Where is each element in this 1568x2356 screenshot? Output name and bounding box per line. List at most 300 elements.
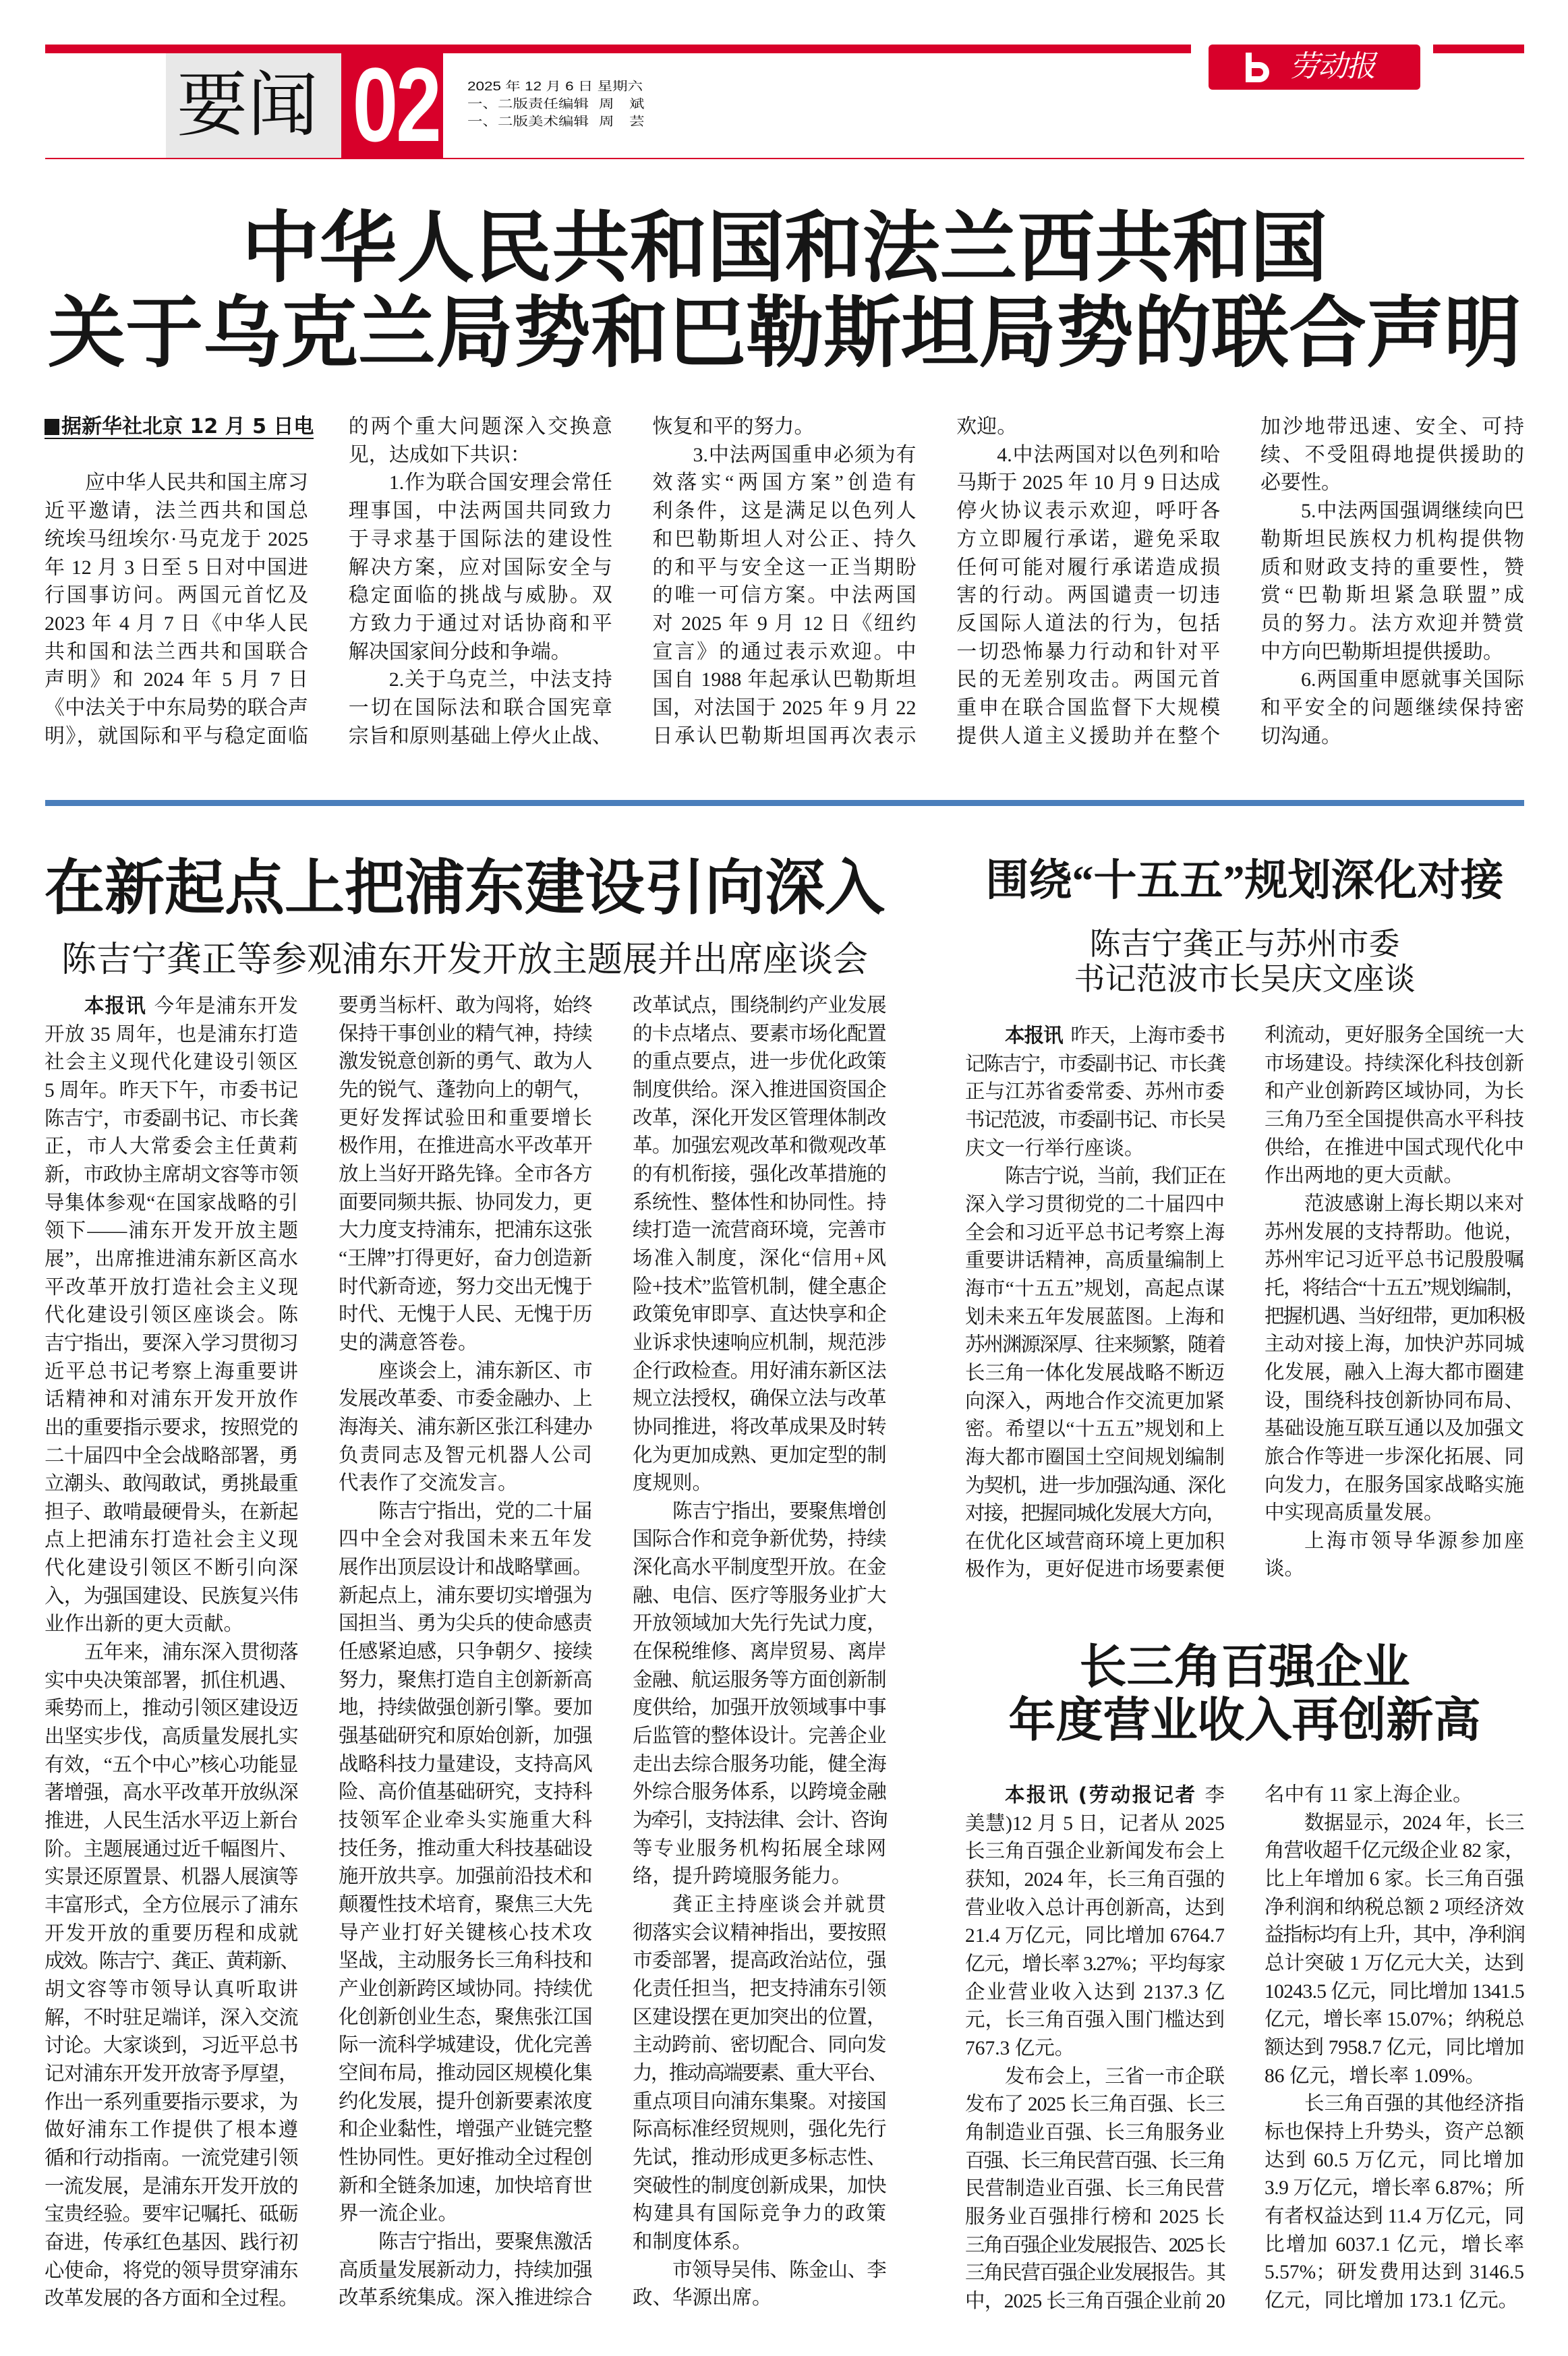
line-text: 做好浦东工作提供了根本遵 bbox=[45, 2119, 298, 2142]
text-line bbox=[45, 1021, 298, 1050]
line-text: 面要同频共振、协同发力，更 bbox=[339, 1191, 592, 1213]
text-line bbox=[45, 1667, 298, 1696]
line-text: 后监管的整体设计。完善企业 bbox=[633, 1725, 886, 1748]
text-line bbox=[633, 1751, 886, 1779]
text-line bbox=[339, 1301, 592, 1329]
paragraph bbox=[45, 992, 298, 1639]
title-line: 围绕“十五五”规划深化对接 bbox=[985, 857, 1504, 904]
text-line bbox=[653, 441, 917, 469]
line-text: 循和行动指南。一流党建引领 bbox=[45, 2147, 298, 2169]
paragraph bbox=[45, 469, 308, 750]
text-line bbox=[633, 2060, 886, 2088]
paragraph bbox=[1265, 1528, 1524, 1584]
text-line bbox=[633, 2088, 886, 2117]
text-line bbox=[339, 2004, 592, 2032]
text-line bbox=[633, 1358, 886, 1386]
text-line bbox=[45, 2061, 298, 2089]
text-line bbox=[633, 1526, 886, 1554]
line-text: 主动对接上海，加快沪苏同城 bbox=[1265, 1333, 1524, 1356]
line-text: 导产业打好关键核心技术攻 bbox=[339, 1922, 592, 1944]
text-line bbox=[45, 694, 308, 722]
line-text: 基础设施互联互通以及加强文 bbox=[1265, 1418, 1524, 1440]
text-line bbox=[633, 1076, 886, 1105]
text-line bbox=[653, 469, 917, 497]
text-line bbox=[45, 2005, 298, 2033]
text-line bbox=[1265, 1499, 1524, 1528]
text-line bbox=[339, 2116, 592, 2144]
text-line bbox=[45, 2117, 298, 2145]
paragraph bbox=[956, 441, 1220, 751]
line-text: 主动跨前、密切配合、同向发 bbox=[633, 2034, 886, 2057]
line-text: 角制造业百强、长三角服务业 bbox=[965, 2121, 1225, 2144]
line-text: 实中央决策部署，抓住机遇、 bbox=[45, 1669, 298, 1692]
line-text: 利条件，这是满足以色列人 bbox=[652, 500, 917, 523]
line-text: 深化高水平制度型开放。在金 bbox=[633, 1557, 886, 1579]
line-text: 等专业服务机构拓展全球网 bbox=[633, 1837, 886, 1860]
text-line bbox=[1265, 2119, 1524, 2147]
line-text: 亿元，同比增加 173.1 亿元。 bbox=[1265, 2289, 1519, 2311]
line-text: 和巴勒斯坦人对公正、持久 bbox=[652, 527, 917, 550]
line-text: 总计突破 1 万亿元大关，达到 bbox=[1265, 1952, 1524, 1974]
text-line bbox=[45, 1358, 298, 1387]
text-column bbox=[339, 992, 592, 2314]
line-text: 开放 35 周年，也是浦东打造 bbox=[45, 1023, 298, 1045]
text-line bbox=[1265, 1837, 1524, 1866]
line-text: 书记范波，市委副书记、市长吴 bbox=[965, 1109, 1225, 1131]
text-line bbox=[45, 1836, 298, 1864]
line-text: 勒斯坦民族权力机构提供物 bbox=[1260, 527, 1524, 550]
text-line bbox=[45, 1583, 298, 1611]
text-line bbox=[339, 1891, 592, 1920]
text-line bbox=[633, 1835, 886, 1864]
text-line bbox=[1260, 722, 1524, 751]
text-line bbox=[653, 722, 917, 751]
text-line bbox=[45, 1499, 298, 1527]
paragraph bbox=[653, 413, 917, 441]
paragraph bbox=[339, 1498, 592, 2229]
text-line bbox=[339, 1414, 592, 1442]
page-number: 02 bbox=[352, 53, 440, 158]
line-text: 正与江苏省委常委、苏州市委 bbox=[965, 1081, 1225, 1103]
text-line bbox=[45, 1779, 298, 1808]
text-line bbox=[633, 2200, 886, 2229]
line-text: 额达到 7958.7 亿元，同比增加 bbox=[1265, 2036, 1524, 2059]
paragraph bbox=[349, 413, 612, 469]
line-text: 国自 1988 年起承认巴勒斯坦 bbox=[652, 668, 917, 691]
text-line bbox=[339, 1751, 592, 1779]
text-line bbox=[349, 554, 612, 582]
section-divider bbox=[45, 800, 1524, 806]
paragraph bbox=[633, 1891, 886, 2257]
line-text: 和平安全的问题继续保持密 bbox=[1260, 697, 1524, 720]
article-title bbox=[45, 855, 885, 923]
text-line bbox=[965, 2063, 1225, 2092]
text-line bbox=[1265, 1331, 1524, 1359]
line-text: 新，市政协主席胡文容等市领 bbox=[45, 1163, 298, 1186]
line-text: 四中全会对我国未来五年发 bbox=[339, 1528, 592, 1551]
line-text: 记对浦东开发开放寄予厚望， bbox=[45, 2063, 298, 2085]
article-title bbox=[965, 1641, 1524, 1748]
text-column bbox=[1260, 413, 1524, 750]
line-text: 化为更加成熟、更加定型的制 bbox=[633, 1444, 886, 1466]
line-text: 划未来五年发展蓝图。上海和 bbox=[965, 1306, 1225, 1328]
text-line bbox=[45, 722, 308, 751]
line-text: 奋进，传承红色基因、践行初 bbox=[45, 2231, 298, 2253]
text-line bbox=[1265, 1134, 1524, 1163]
text-line bbox=[965, 2035, 1225, 2063]
text-line bbox=[633, 2144, 886, 2173]
paragraph bbox=[1260, 666, 1524, 750]
newspaper-name: 劳动报 bbox=[1289, 49, 1374, 84]
text-line bbox=[633, 1863, 886, 1891]
text-line bbox=[45, 1077, 298, 1105]
text-line bbox=[339, 1470, 592, 1498]
text-line bbox=[1265, 1978, 1524, 2007]
line-text: 为契机，进一步加强沟通、深化 bbox=[965, 1474, 1225, 1497]
paragraph bbox=[45, 1639, 298, 2314]
line-text: 颠覆性技术培育，聚焦三大先 bbox=[339, 1894, 592, 1916]
text-line bbox=[1260, 610, 1524, 638]
line-text: 马斯于 2025 年 10 月 9 日达成 bbox=[956, 471, 1221, 494]
text-line bbox=[633, 1470, 886, 1498]
line-text: 代表作了交流发言。 bbox=[339, 1472, 518, 1495]
line-text: 苏州发展的支持帮助。他说， bbox=[1265, 1221, 1524, 1243]
line-text: 时代新奇迹，努力交出无愧于 bbox=[339, 1275, 592, 1298]
line-text: 开发开放的重要历程和成就 bbox=[45, 1922, 298, 1945]
line-text: 吉宁指出，要深入学习贯彻习 bbox=[45, 1332, 298, 1354]
text-line bbox=[45, 1526, 298, 1555]
line-text: 险+技术”监管机制，健全惠企 bbox=[633, 1275, 886, 1298]
text-line bbox=[633, 1498, 886, 1526]
text-line bbox=[965, 1022, 1225, 1051]
line-text: 一切在国际法和联合国宪章 bbox=[348, 697, 612, 720]
byline-text: 据新华社北京 12 月 5 日电 bbox=[61, 415, 314, 438]
text-line bbox=[633, 2173, 886, 2201]
line-text: 出的重要指示要求，按照党的 bbox=[45, 1416, 298, 1439]
text-line bbox=[633, 1217, 886, 1245]
text-line bbox=[339, 1161, 592, 1189]
paragraph bbox=[965, 1781, 1225, 2063]
text-line bbox=[633, 1161, 886, 1189]
text-line bbox=[45, 1217, 298, 1246]
line-text: 海大都市圈国土空间规划编制 bbox=[965, 1446, 1225, 1468]
line-text: 的和平与安全这一正当期盼 bbox=[652, 556, 917, 579]
line-text: 化发展，融入上海大都市圈建 bbox=[1265, 1361, 1524, 1383]
subtitle-line: 陈吉宁龚正等参观浦东开发开放主题展并出席座谈会 bbox=[61, 941, 868, 979]
text-line bbox=[1265, 1246, 1524, 1275]
text-line bbox=[1265, 1810, 1524, 1838]
text-line bbox=[349, 469, 612, 497]
line-text: 丰富形式，全方位展示了浦东 bbox=[45, 1895, 298, 1916]
text-line bbox=[653, 638, 917, 666]
text-line bbox=[349, 722, 612, 751]
line-text: 方致力于通过对话协商和平 bbox=[348, 612, 612, 635]
line-text: 二十届四中全会战略部署，勇 bbox=[45, 1445, 298, 1467]
line-text: 阶。主题展通过近千幅图片、 bbox=[45, 1838, 298, 1860]
text-line bbox=[339, 1526, 592, 1554]
text-line bbox=[1265, 1894, 1524, 1922]
text-line bbox=[956, 610, 1220, 638]
article-subtitle bbox=[45, 940, 885, 981]
line-text: 乘势而上，推动引领区建设迈 bbox=[45, 1698, 298, 1720]
paragraph bbox=[633, 992, 886, 1498]
line-text: 出坚实步伐，高质量发展扎实 bbox=[45, 1726, 298, 1748]
text-line bbox=[1260, 638, 1524, 666]
text-line bbox=[633, 1582, 886, 1611]
text-line bbox=[653, 413, 917, 441]
editor-name: 周 芸 bbox=[599, 115, 645, 128]
line-text: 立潮头、敢闯敢试，勇挑最重 bbox=[45, 1473, 298, 1495]
line-text: 范波感谢上海长期以来对 bbox=[1304, 1193, 1524, 1215]
text-column bbox=[45, 413, 314, 750]
text-line bbox=[1265, 2063, 1524, 2091]
line-text: 有者权益达到 11.4 万亿元，同 bbox=[1265, 2205, 1524, 2227]
text-line bbox=[965, 1866, 1225, 1895]
text-line bbox=[45, 1808, 298, 1836]
line-text: 宝贵经验。要牢记嘱托、砥砺 bbox=[45, 2204, 298, 2226]
line-text: 陈吉宁指出，要聚焦激活 bbox=[378, 2231, 592, 2253]
text-line bbox=[339, 1385, 592, 1414]
text-line bbox=[1260, 525, 1524, 554]
line-text: 化责任担当，把支持浦东引领 bbox=[633, 1978, 886, 2000]
line-text: 长三角一体化发展战略不断迈 bbox=[965, 1362, 1225, 1384]
section-label-box bbox=[166, 53, 341, 158]
text-line bbox=[1265, 2175, 1524, 2203]
text-line bbox=[965, 1360, 1225, 1388]
text-line bbox=[339, 2285, 592, 2313]
text-line bbox=[633, 1807, 886, 1835]
paragraph bbox=[1265, 1022, 1524, 1190]
text-line bbox=[1265, 1106, 1524, 1134]
line-text: 的有机衔接，强化改革措施的 bbox=[633, 1163, 886, 1185]
text-line bbox=[1260, 694, 1524, 722]
line-text: 市委部署，提高政治站位，强 bbox=[633, 1950, 886, 1972]
editor-credit bbox=[467, 95, 645, 113]
issue-info bbox=[467, 78, 645, 130]
text-line bbox=[1265, 2147, 1524, 2175]
main-headline bbox=[45, 206, 1524, 376]
line-text: 停火协议表示欢迎，呼吁各 bbox=[956, 500, 1221, 523]
text-line bbox=[1265, 1443, 1524, 1472]
line-text: 把握机遇、当好纽带，更加积极 bbox=[1265, 1305, 1524, 1327]
text-line bbox=[45, 1920, 298, 1949]
art-editor-credit bbox=[467, 113, 645, 130]
text-line bbox=[339, 1667, 592, 1695]
line-text: 正，市人大常委会主任黄莉 bbox=[45, 1136, 298, 1158]
line-text: 金融、航运服务等方面创新制 bbox=[633, 1669, 886, 1691]
line-text: 地，持续做强创新引擎。要加 bbox=[339, 1697, 592, 1719]
line-text: 三角百强企业发展报告、2025 长 bbox=[965, 2234, 1225, 2256]
paragraph bbox=[1265, 1190, 1524, 1528]
text-line bbox=[965, 1810, 1225, 1839]
line-text: 美慧)12 月 5 日，记者从 2025 bbox=[965, 1812, 1225, 1835]
text-line bbox=[633, 1189, 886, 1217]
text-line bbox=[45, 1414, 298, 1443]
text-line bbox=[956, 441, 1220, 469]
text-line bbox=[339, 1694, 592, 1723]
text-line bbox=[339, 1498, 592, 1526]
line-text: 力，推动高端要素、重大平台、 bbox=[633, 2062, 886, 2084]
text-line bbox=[965, 1951, 1225, 1979]
text-line bbox=[339, 992, 592, 1021]
line-text: 获知，2024 年，长三角百强的 bbox=[965, 1868, 1225, 1891]
issue-date: 2025 年 12 月 6 日 星期六 bbox=[467, 80, 643, 93]
line-text: 角营收超千亿元级企业 82 家， bbox=[1265, 1840, 1524, 1862]
headline-line: 中华人民共和国和法兰西共和国 bbox=[241, 206, 1328, 291]
line-text: 市领导吴伟、陈金山、李 bbox=[672, 2259, 886, 2281]
line-text: 对 2025 年 9 月 12 日《纽约 bbox=[652, 612, 917, 635]
text-line bbox=[956, 554, 1220, 582]
laodongbao-logo-icon bbox=[1246, 53, 1273, 82]
text-line bbox=[45, 525, 308, 554]
text-line bbox=[1260, 581, 1524, 610]
text-line bbox=[1265, 2203, 1524, 2231]
text-line bbox=[45, 1752, 298, 1780]
text-line bbox=[956, 666, 1220, 694]
text-line bbox=[633, 1976, 886, 2004]
line-text: 民营制造业百强、长三角民营 bbox=[965, 2178, 1225, 2200]
text-line bbox=[45, 1976, 298, 2005]
text-line bbox=[339, 1217, 592, 1245]
line-text: 的卡点堵点、要素市场化配置 bbox=[633, 1023, 886, 1045]
line-text: 于寻求基于国际法的建设性 bbox=[348, 527, 612, 550]
line-text: 比增加 6037.1 亿元，增长率 bbox=[1265, 2233, 1524, 2256]
article-body-shanghai-suzhou bbox=[965, 1022, 1524, 1584]
line-text: 10243.5 亿元，同比增加 1341.5 bbox=[1265, 1980, 1524, 2003]
byline-marker-icon bbox=[45, 419, 59, 435]
text-line bbox=[349, 497, 612, 525]
paragraph bbox=[965, 1022, 1225, 1163]
line-text: 为牵引，支持法律、会计、咨询 bbox=[633, 1810, 886, 1832]
line-text: 发展改革委、市委金融办、上 bbox=[339, 1388, 592, 1410]
text-line bbox=[45, 1864, 298, 1892]
line-text: 外综合服务体系，以跨境金融 bbox=[633, 1781, 886, 1804]
line-text: 理事国，中法两国共同致力 bbox=[348, 500, 612, 523]
line-text: 统埃马纽埃尔·马克龙于 2025 bbox=[45, 527, 308, 550]
paragraph bbox=[339, 2229, 592, 2313]
line-text: 约化发展，提升创新要素浓度 bbox=[339, 2090, 592, 2113]
text-line bbox=[1265, 1050, 1524, 1079]
line-text: 作出一系列重要指示要求，为 bbox=[45, 2091, 298, 2113]
lead-in: 本报讯 (劳动报记者 bbox=[1005, 1783, 1197, 1806]
line-text: 陈吉宁说，当前，我们正在 bbox=[1005, 1166, 1225, 1188]
line-text: 利流动，更好服务全国统一大 bbox=[1265, 1025, 1524, 1046]
text-line bbox=[1265, 1781, 1524, 1810]
paragraph bbox=[1265, 1810, 1524, 2091]
line-text: 推进，人民生活水平迈上新台 bbox=[45, 1810, 298, 1833]
line-text: 百强、长三角民营百强、长三角 bbox=[965, 2150, 1225, 2172]
line-text: 庆文一行举行座谈。 bbox=[965, 1137, 1144, 1159]
line-text: 改革试点，围绕制约产业发展 bbox=[633, 995, 886, 1016]
line-text: 胡文容等市领导认真听取讲 bbox=[45, 1978, 298, 2001]
text-line bbox=[965, 1556, 1225, 1584]
text-line bbox=[956, 525, 1220, 554]
line-text: 改革系统集成。深入推进综合 bbox=[339, 2287, 592, 2309]
line-text: 担子、敢啃最硬骨头，在新起 bbox=[45, 1501, 298, 1523]
text-line bbox=[1265, 2034, 1524, 2063]
line-text: 重点项目向浦东集聚。对接国 bbox=[633, 2090, 886, 2113]
line-text: 宗旨和原则基础上停火止战、 bbox=[348, 724, 612, 747]
line-text: 陈吉宁指出，要聚焦增创 bbox=[672, 1500, 886, 1522]
text-line bbox=[45, 2229, 298, 2258]
text-line bbox=[956, 581, 1220, 610]
line-text: 的唯一可信方案。中法两国 bbox=[652, 584, 917, 607]
line-text: 亿元，增长率 15.07%；纳税总 bbox=[1265, 2009, 1524, 2031]
line-text: 今年是浦东开发 bbox=[154, 996, 298, 1017]
paragraph bbox=[956, 413, 1220, 441]
line-text: 负责同志及智元机器人公司 bbox=[339, 1444, 592, 1466]
line-text: 性协同性。更好推动全过程创 bbox=[339, 2146, 592, 2168]
text-line bbox=[339, 2060, 592, 2088]
line-text: 害的行动。两国谴责一切违 bbox=[956, 584, 1221, 607]
text-column bbox=[956, 413, 1220, 750]
text-line bbox=[633, 1414, 886, 1442]
text-line bbox=[633, 1779, 886, 1807]
text-line bbox=[965, 2007, 1225, 2035]
text-line bbox=[653, 694, 917, 722]
line-text: 战略科技力量建设，支持高风 bbox=[339, 1753, 592, 1775]
text-line bbox=[1265, 1528, 1524, 1556]
text-line bbox=[633, 1667, 886, 1695]
line-text: 突破性的制度创新成果，加快 bbox=[633, 2175, 886, 2197]
text-line bbox=[45, 1049, 298, 1077]
text-line bbox=[633, 1245, 886, 1273]
text-line bbox=[45, 1611, 298, 1639]
paragraph bbox=[965, 1163, 1225, 1584]
text-line bbox=[1265, 2090, 1524, 2119]
text-line bbox=[339, 1947, 592, 1976]
line-text: 全会和习近平总书记考察上海 bbox=[965, 1222, 1225, 1244]
text-line bbox=[965, 1191, 1225, 1219]
text-line bbox=[339, 1554, 592, 1582]
text-line bbox=[633, 2032, 886, 2060]
line-text: 2.关于乌克兰，中法支持 bbox=[388, 668, 612, 691]
line-text: 行国事访问。两国元首忆及 bbox=[45, 584, 308, 607]
text-line bbox=[339, 1976, 592, 2004]
text-line bbox=[339, 2257, 592, 2285]
line-text: 融、电信、医疗等服务业扩大 bbox=[633, 1584, 886, 1607]
title-line: 在新起点上把浦东建设引向深入 bbox=[45, 856, 885, 922]
text-column bbox=[45, 992, 298, 2314]
paragraph bbox=[339, 1358, 592, 1498]
text-line bbox=[1260, 413, 1524, 441]
line-text: 旅合作等进一步深化拓展、同 bbox=[1265, 1445, 1524, 1468]
text-line bbox=[45, 1443, 298, 1471]
paragraph bbox=[1260, 413, 1524, 497]
text-line bbox=[349, 638, 612, 666]
text-line bbox=[633, 2257, 886, 2285]
text-line bbox=[45, 1105, 298, 1134]
line-text: 托，将结合“十五五”规划编制， bbox=[1265, 1277, 1524, 1299]
text-line bbox=[1260, 497, 1524, 525]
line-text: 施开放共享。加强前沿技术和 bbox=[339, 1866, 592, 1888]
text-line bbox=[633, 1132, 886, 1161]
line-text: 《中法关于中东局势的联合声 bbox=[45, 697, 308, 720]
line-text: 市场建设。持续深化科技创新 bbox=[1265, 1052, 1524, 1074]
line-text: 见，达成如下共识： bbox=[348, 443, 531, 466]
line-text: 强基础研究和原始创新，加强 bbox=[339, 1725, 592, 1748]
line-text: 声明》和 2024 年 5 月 7 日 bbox=[45, 668, 308, 691]
line-text: 更好发挥试验田和重要增长 bbox=[339, 1107, 592, 1129]
text-line bbox=[1265, 1078, 1524, 1106]
line-text: 中实现高质量发展。 bbox=[1265, 1502, 1444, 1524]
text-line bbox=[965, 1979, 1225, 2007]
text-line bbox=[965, 2091, 1225, 2119]
text-line bbox=[1265, 1555, 1524, 1584]
line-text: 的两个重大问题深入交换意 bbox=[348, 415, 612, 438]
line-text: 近平总书记考察上海重要讲 bbox=[45, 1360, 298, 1383]
byline-row bbox=[45, 413, 314, 469]
